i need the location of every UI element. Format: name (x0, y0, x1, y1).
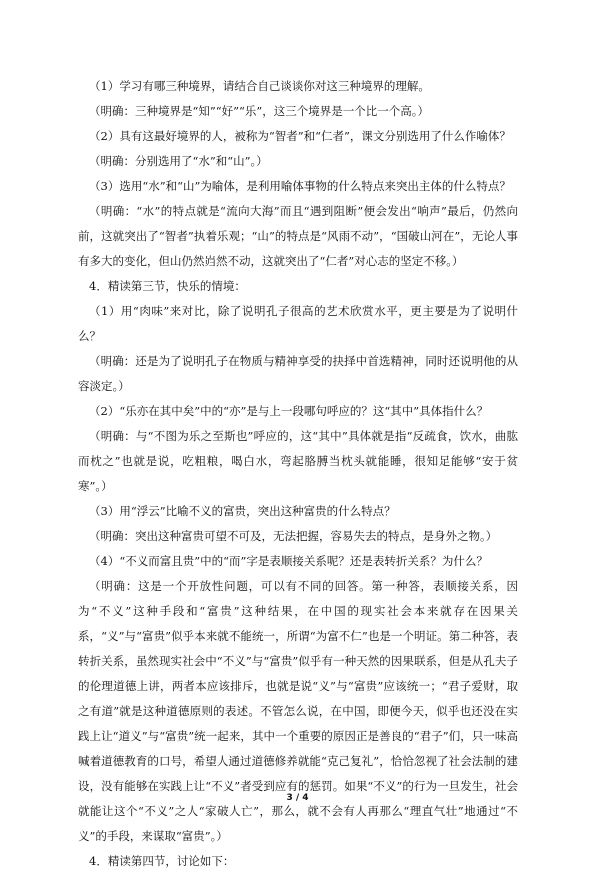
paragraph: （明确：突出这种富贵可望不可及，无法把握，容易失去的特点，是身外之物。） (89, 529, 498, 543)
document-body (78, 74, 518, 874)
paragraph: （明确：与“不图为乐之至斯也”呼应的，这“其中”具体就是指“反疏食，饮水，曲肱而枕之”也就是说，吃粗粮，喝白水，弯起胳膊当枕头就能睡，很知足能够“安于贫寒”。） (78, 429, 518, 493)
paragraph: （3）选用“水”和“山”为喻体，是利用喻体事物的什么特点来突出主体的什么特点？ (89, 179, 511, 193)
paragraph: （明确：这是一个开放性问题，可以有不同的回答。第一种答，表顺接关系，因为“不义”这种手段和“富贵”这种结果，在中国的现实社会本来就存在因果关系，“义”与“富贵”似乎本来就不能统一，所谓“为富不仁”也是一个明证。第二种答，表转折关系，虽然现实社会中“不义”与“富贵”似乎有一种天然的因果联系，但是从孔夫子的伦理道德上讲，两者本应该排斥，也就是说“义”与“富贵”应该统一；“君子爱财，取之有道”就是这种道德原则的表述。不管怎么说，在中国，即便今天，似乎也还没在实践上让“道义”与“富贵”统一起来，其中一个重要的原因正是善良的“君子”们，只一味高喊着道德教育的口号，希望人通过道德修养就能“克己复礼”，恰恰忽视了社会法制的建设，没有能够在实践上让“不义”者受到应有的惩罚。如果“不义”的行为一旦发生，社会就能让这个“不义”之人“家破人亡”，那么，就不会有人再那么“理直气壮”地通过“不义”的手段，来谋取“富贵”。） (78, 579, 518, 843)
paragraph: （2）具有这最好境界的人，被称为“智者”和“仁者”，课文分别选用了什么作喻体？ (89, 129, 511, 143)
paragraph: （明确：还是为了说明孔子在物质与精神享受的抉择中首选精神，同时还说明他的从容淡定。） (78, 354, 518, 393)
section-heading: 4．精读第四节，讨论如下： (89, 854, 235, 868)
paragraph: （1）学习有哪三种境界，请结合自己谈谈你对这三种境界的理解。 (89, 79, 430, 93)
paragraph: （明确：三种境界是“知”“好”“乐”，这三个境界是一个比一个高。） (89, 104, 430, 118)
paragraph: （2）“乐亦在其中矣”中的“亦”是与上一段哪句呼应的？这“其中”具体指什么？ (89, 404, 489, 418)
paragraph: （明确：“水”的特点就是“流向大海”而且“遇到阻断”便会发出“响声”最后，仍然向前，这就突出了“智者”执着乐观；“山”的特点是“风雨不动”，“国破山河在”，无论人事有多大的变化，但山仍然岿然不动，这就突出了“仁者”对心志的坚定不移。） (78, 204, 518, 268)
paragraph: （4）“不义而富且贵”中的“而”字是表顺接关系呢？还是表转折关系？为什么？ (89, 554, 488, 568)
paragraph: （1）用“肉味”来对比，除了说明孔子很高的艺术欣赏水平，更主要是为了说明什么？ (78, 304, 518, 343)
page-number: 3 / 4 (286, 793, 309, 803)
section-heading: 4．精读第三节，快乐的情境： (89, 279, 246, 293)
paragraph: （明确：分别选用了“水”和“山”。） (89, 154, 268, 168)
paragraph: （3）用“浮云”比喻不义的富贵，突出这种富贵的什么特点？ (89, 504, 396, 518)
